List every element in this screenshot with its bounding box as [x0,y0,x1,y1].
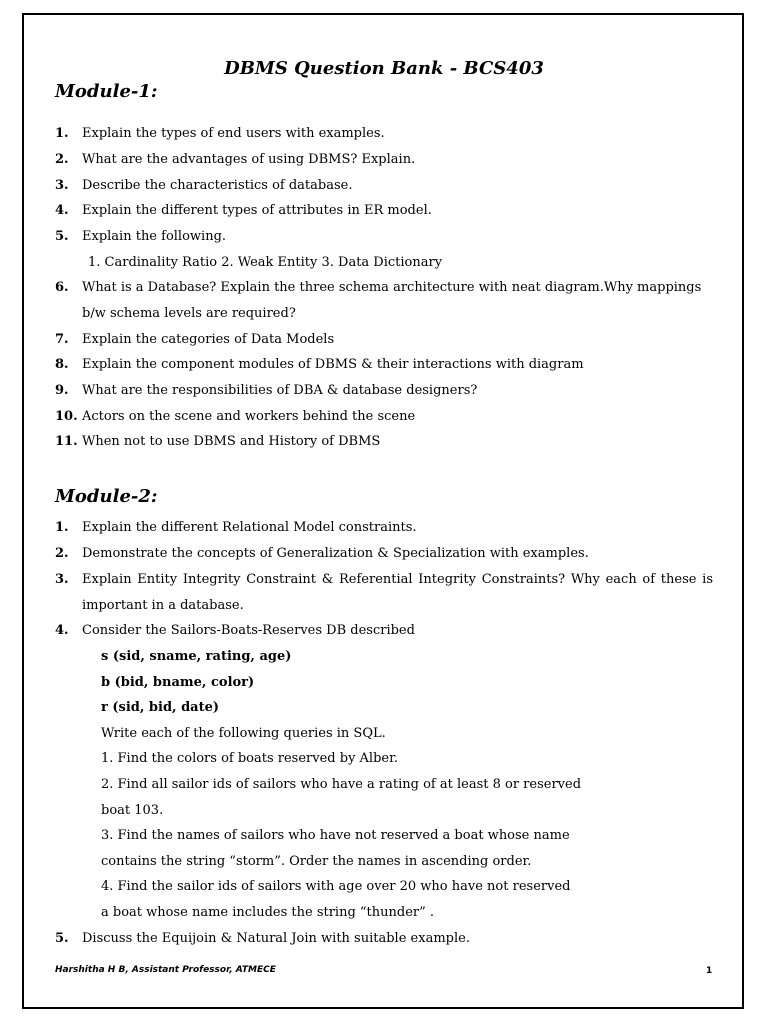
question-text: Explain the following. [82,229,227,244]
schema-sailors: s (sid, sname, rating, age) [101,649,292,664]
question-number: 4. [55,203,69,218]
question-number: 5. [55,931,69,946]
footer-author: Harshitha H B, Assistant Professor, ATMECE [55,965,276,975]
module-1-heading: Module-1: [55,81,158,102]
question-text: Demonstrate the concepts of Generalization & Specialization with examples. [82,546,589,561]
question-number: 4. [55,623,69,638]
query-line: 3. Find the names of sailors who have not reserved a boat whose name [101,828,570,843]
question-text: Explain the component modules of DBMS & their interactions with diagram [82,357,584,372]
question-text: Describe the characteristics of database. [82,178,353,193]
question-text: Consider the Sailors-Boats-Reserves DB described [82,623,415,638]
question-number: 6. [55,280,69,295]
question-number: 1. [55,126,69,141]
query-line: boat 103. [101,803,164,818]
question-text: Explain the different Relational Model constraints. [82,520,417,535]
query-line: 1. Find the colors of boats reserved by Alber. [101,751,399,766]
document-title: DBMS Question Bank - BCS403 [224,58,544,79]
question-text: Explain the types of end users with examples. [82,126,385,141]
question-text: Explain the categories of Data Models [82,332,335,347]
question-text: Explain Entity Integrity Constraint & Referential Integrity Constraints? Why each of these is [82,572,713,587]
question-number: 2. [55,546,69,561]
module-1-question-6-continuation: b/w schema levels are required? [82,306,296,321]
schema-reserves: r (sid, bid, date) [101,700,220,715]
question-number: 3. [55,572,69,587]
question-number: 11. [55,434,78,449]
question-number: 1. [55,520,69,535]
query-instruction: Write each of the following queries in SQL. [101,726,386,741]
module-2-heading: Module-2: [55,486,158,507]
question-number: 9. [55,383,69,398]
module-2-question-3-continuation: important in a database. [82,598,244,613]
question-number: 7. [55,332,69,347]
schema-boats: b (bid, bname, color) [101,675,255,690]
question-number: 2. [55,152,69,167]
question-text: What is a Database? Explain the three schema architecture with neat diagram.Why mappings [82,280,702,295]
query-line: 4. Find the sailor ids of sailors with age over 20 who have not reserved [101,879,571,894]
query-line: a boat whose name includes the string “thunder” . [101,905,435,920]
question-number: 10. [55,409,78,424]
query-line: 2. Find all sailor ids of sailors who have a rating of at least 8 or reserved [101,777,582,792]
module-1-question-5-subitems: 1. Cardinality Ratio 2. Weak Entity 3. Data Dictionary [88,255,443,270]
page-number: 1 [706,966,713,976]
query-line: contains the string “storm”. Order the names in ascending order. [101,854,532,869]
question-text: Actors on the scene and workers behind the scene [82,409,416,424]
question-number: 3. [55,178,69,193]
question-text: Discuss the Equijoin & Natural Join with suitable example. [82,931,470,946]
question-text: When not to use DBMS and History of DBMS [82,434,381,449]
question-text: What are the responsibilities of DBA & database designers? [82,383,478,398]
question-text: Explain the different types of attributes in ER model. [82,203,432,218]
question-text: What are the advantages of using DBMS? Explain. [82,152,416,167]
question-number: 8. [55,357,69,372]
question-number: 5. [55,229,69,244]
